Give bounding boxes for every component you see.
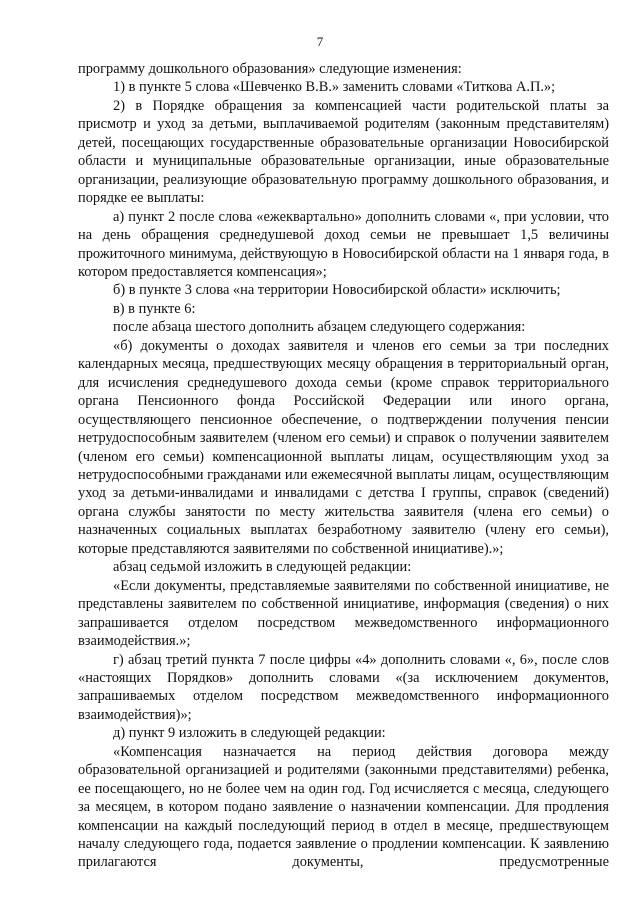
paragraph-subitem-a: а) пункт 2 после слова «ежеквартально» дополнить словами «, при условии, что на день обращения среднедушевой доход семьи не превышает 1,5 величины прожиточного минимума, действующую в Новосибирской области на 1 января года, в котором предоставляется компенсация»;: [78, 208, 609, 280]
paragraph-item-2: 2) в Порядке обращения за компенсацией части родительской платы за присмотр и уход за детьми, выплачиваемой родителям (законным представителям) детей, посещающих государственные образовательные организации Новосибирской области и муниципальные образовательные организации, иные образовательные организации, реализующие образовательную программу дошкольного образования, и порядке ее выплаты:: [78, 97, 609, 207]
paragraph-quote-compensation: «Компенсация назначается на период действия договора между образовательной организацией и родителями (законными представителями) ребенка, ее посещающего, но не более чем на один год. Год исчисляется с месяца, следующего за месяцем, в котором подано заявление о назначении компенсации. Для продления компенсации на каждый последующий период в отдел в месяце, предшествующем началу следующего года, подается заявление о продлении компенсации. К заявлению прилагаются документы, предусмотренные: [78, 743, 609, 871]
document-body: [78, 60, 609, 872]
paragraph-quote-documents: «б) документы о доходах заявителя и членов его семьи за три последних календарных месяца, предшествующих месяцу обращения в территориальный орган, для исчисления среднедушевого дохода семьи (кроме справок территориального органа Пенсионного фонда Российской Федерации или иного органа, осуществляющего пенсионное обеспечение, о подтверждении получения пенсии нетрудоспособным заявителем (членом его семьи) и справок о получении заявителем (членом его семьи) компенсационной выплаты лицам, осуществляющим уход за нетрудоспособными гражданами или ежемесячной выплаты лицам, осуществляющим уход за детьми-инвалидами и инвалидами с детства I группы, справок (сведений) органа службы занятости по месту жительства заявителя (члена его семьи) о назначенных социальных выплатах безработному заявителю (члену его семьи), которые представляются заявителями по собственной инициативе).»;: [78, 337, 609, 557]
paragraph-subitem-v: в) в пункте 6:: [113, 300, 196, 317]
paragraph-after-sixth: после абзаца шестого дополнить абзацем следующего содержания:: [113, 319, 526, 336]
paragraph-quote-if-documents: «Если документы, представляемые заявителями по собственной инициативе, не представлены заявителем по собственной инициативе, информация (сведения) о них запрашивается отделом посредством межведомственного информационного взаимодействия.»;: [78, 577, 609, 650]
paragraph-item-1: 1) в пункте 5 слова «Шевченко В.В.» заменить словами «Титкова А.П.»;: [113, 79, 556, 96]
paragraph-subitem-b: б) в пункте 3 слова «на территории Новосибирской области» исключить;: [113, 282, 561, 299]
page-number: 7: [316, 34, 324, 49]
paragraph-subitem-d: д) пункт 9 изложить в следующей редакции:: [113, 725, 386, 742]
paragraph-seventh-intro: абзац седьмой изложить в следующей редакции:: [113, 559, 412, 576]
paragraph-subitem-g: г) абзац третий пункта 7 после цифры «4» дополнить словами «, 6», после слов «настоящих Порядков» дополнить словами «(за исключением документов, запрашиваемых отделом посредством межведомственного информационного взаимодействия)»;: [78, 651, 609, 723]
paragraph-continuation: программу дошкольного образования» следующие изменения:: [78, 61, 462, 77]
